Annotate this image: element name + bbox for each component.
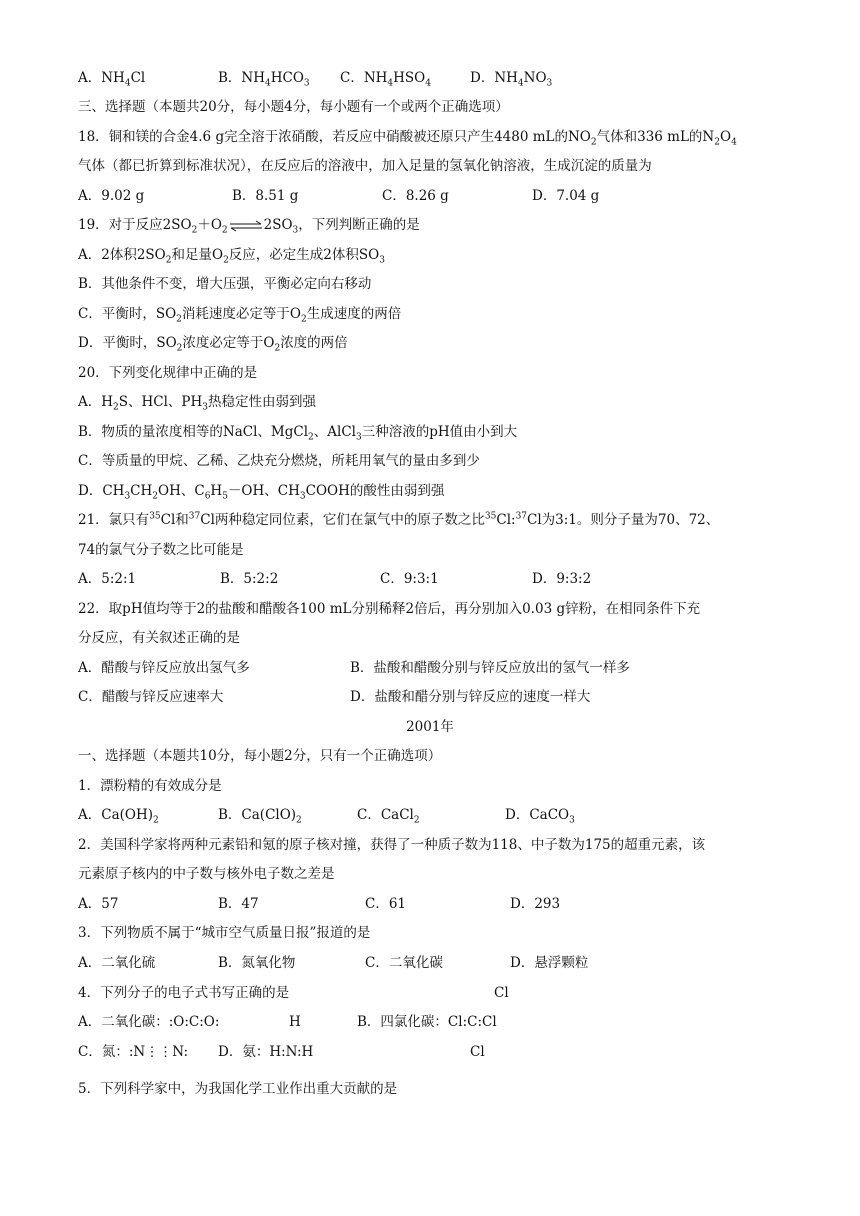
- q18-option-c: C．8.26 g: [382, 188, 449, 204]
- q22-option-c: C．醋酸与锌反应速率大: [78, 689, 224, 705]
- q22-option-b: B．盐酸和醋酸分别与锌反应放出的氢气一样多: [350, 660, 630, 676]
- q4-option-a: A．二氧化碳：:O:C:O:: [78, 1014, 220, 1030]
- q1-option-d: D．CaCO$_3$: [505, 807, 575, 826]
- q19-option-d: D．平衡时，$SO_2$浓度必定等于$O_2$浓度的两倍: [78, 335, 348, 354]
- q4-option-d: D．氨：H:N:H: [218, 1044, 314, 1060]
- q3-option-a: A．二氧化硫: [78, 955, 156, 971]
- q17-option-c: C．$NH_4HSO_4$: [340, 70, 431, 89]
- q3-option-c: C．二氧化碳: [365, 955, 443, 971]
- q22-option-d: D．盐酸和醋分别与锌反应的速度一样大: [350, 689, 591, 705]
- q4-structure-hydrogen: H: [289, 1014, 301, 1030]
- q2-option-b: B．47: [218, 896, 259, 912]
- q3-option-d: D．悬浮颗粒: [510, 955, 589, 971]
- q20-stem: 20．下列变化规律中正确的是: [78, 365, 258, 381]
- q17-option-a: A．$NH_4Cl$: [78, 70, 146, 89]
- q19-option-a: A．2体积$2SO_2$和足量$O_2$反应，必定生成2体积$SO_3$: [78, 247, 385, 266]
- section-1-header: 一、选择题（本题共10分，每小题2分，只有一个正确选项）: [78, 748, 442, 764]
- q21-option-b: B．5:2:2: [220, 571, 279, 587]
- q20-option-b: B．物质的量浓度相等的NaCl、MgCl$_2$、AlCl$_3$三种溶液的pH值由小到大: [78, 424, 518, 443]
- q22-stem-line1: 22．取pH值均等于2的盐酸和醋酸各100 mL分别稀释2倍后，再分别加入0.03 g锌粉，在相同条件下充: [78, 601, 701, 617]
- q19-stem: 19．对于反应$2SO_2+O_2$ $2SO_3$，下列判断正确的是: [78, 217, 420, 236]
- q17-option-b: B．$NH_4HCO_3$: [218, 70, 310, 89]
- q20-option-d: D．$CH_3CH_2OH$、$C_6H_5-OH$、$CH_3COOH$的酸性由弱到强: [78, 483, 445, 502]
- q20-option-c: C．等质量的甲烷、乙稀、乙炔充分燃烧，所耗用氧气的量由多到少: [78, 453, 480, 469]
- q4-structure-bottom-chlorine: Cl: [470, 1044, 485, 1060]
- q19-option-b: B．其他条件不变，增大压强，平衡必定向右移动: [78, 276, 372, 292]
- q2-stem-line1: 2．美国科学家将两种元素铅和氪的原子核对撞，获得了一种质子数为118、中子数为175的超重元素，该: [78, 837, 706, 853]
- q18-option-a: A．9.02 g: [78, 188, 145, 204]
- q3-stem: 3．下列物质不属于“城市空气质量日报”报道的是: [78, 925, 371, 941]
- q2-stem-line2: 元素原子核内的中子数与核外电子数之差是: [78, 866, 335, 882]
- q5-stem: 5．下列科学家中，为我国化学工业作出重大贡献的是: [78, 1081, 398, 1097]
- section-3-header: 三、选择题（本题共20分，每小题4分，每小题有一个或两个正确选项）: [78, 99, 509, 115]
- q1-option-b: B．$Ca(ClO)_2$: [218, 807, 302, 826]
- q1-option-a: A．$Ca(OH)_2$: [78, 807, 159, 826]
- q22-option-a: A．醋酸与锌反应放出氢气多: [78, 660, 250, 676]
- q21-option-d: D．9:3:2: [532, 571, 592, 587]
- q21-stem-line1: 21．氯只有$^{35}$Cl和$^{37}$Cl两种稳定同位素，它们在氯气中的原子数之比$^{35}$Cl:$^{37}$Cl为3:1。则分子量为70、72、: [78, 511, 720, 528]
- q21-option-a: A．5:2:1: [78, 571, 137, 587]
- q4-structure-top-chlorine: Cl: [494, 985, 509, 1001]
- q22-stem-line2: 分反应，有关叙述正确的是: [78, 630, 240, 646]
- q1-stem: 1．漂粉精的有效成分是: [78, 778, 222, 794]
- q4-stem: 4．下列分子的电子式书写正确的是: [78, 985, 290, 1001]
- q1-option-c: C．CaCl$_2$: [357, 807, 420, 826]
- q3-option-b: B．氮氧化物: [218, 955, 296, 971]
- q2-option-c: C．61: [365, 896, 407, 912]
- q17-option-d: D．$NH_4NO_3$: [470, 70, 553, 89]
- q21-option-c: C．9:3:1: [380, 571, 439, 587]
- q4-option-b: B．四氯化碳：Cl:C:Cl: [357, 1014, 497, 1030]
- q18-option-d: D．7.04 g: [532, 188, 600, 204]
- q18-stem-line1: 18．铜和镁的合金4.6 g完全溶于浓硝酸，若反应中硝酸被还原只产生4480 mL的$NO_2$气体和336 mL的$N_2O_4$: [78, 129, 737, 148]
- q18-option-b: B．8.51 g: [232, 188, 299, 204]
- q18-stem-line2: 气体（都已折算到标准状况），在反应后的溶液中，加入足量的氢氧化钠溶液，生成沉淀的质量为: [78, 158, 652, 174]
- year-heading: 2001年: [406, 719, 454, 735]
- q20-option-a: A．$H_2S$、HCl、$PH_3$热稳定性由弱到强: [78, 394, 317, 413]
- q4-option-c: C．氮：:N⋮⋮N:: [78, 1044, 189, 1060]
- q2-option-d: D．293: [510, 896, 561, 912]
- q2-option-a: A．57: [78, 896, 119, 912]
- q21-stem-line2: 74的氯气分子数之比可能是: [78, 542, 244, 558]
- q19-option-c: C．平衡时，$SO_2$消耗速度必定等于$O_2$生成速度的两倍: [78, 306, 402, 325]
- equilibrium-arrow-icon: [229, 220, 263, 232]
